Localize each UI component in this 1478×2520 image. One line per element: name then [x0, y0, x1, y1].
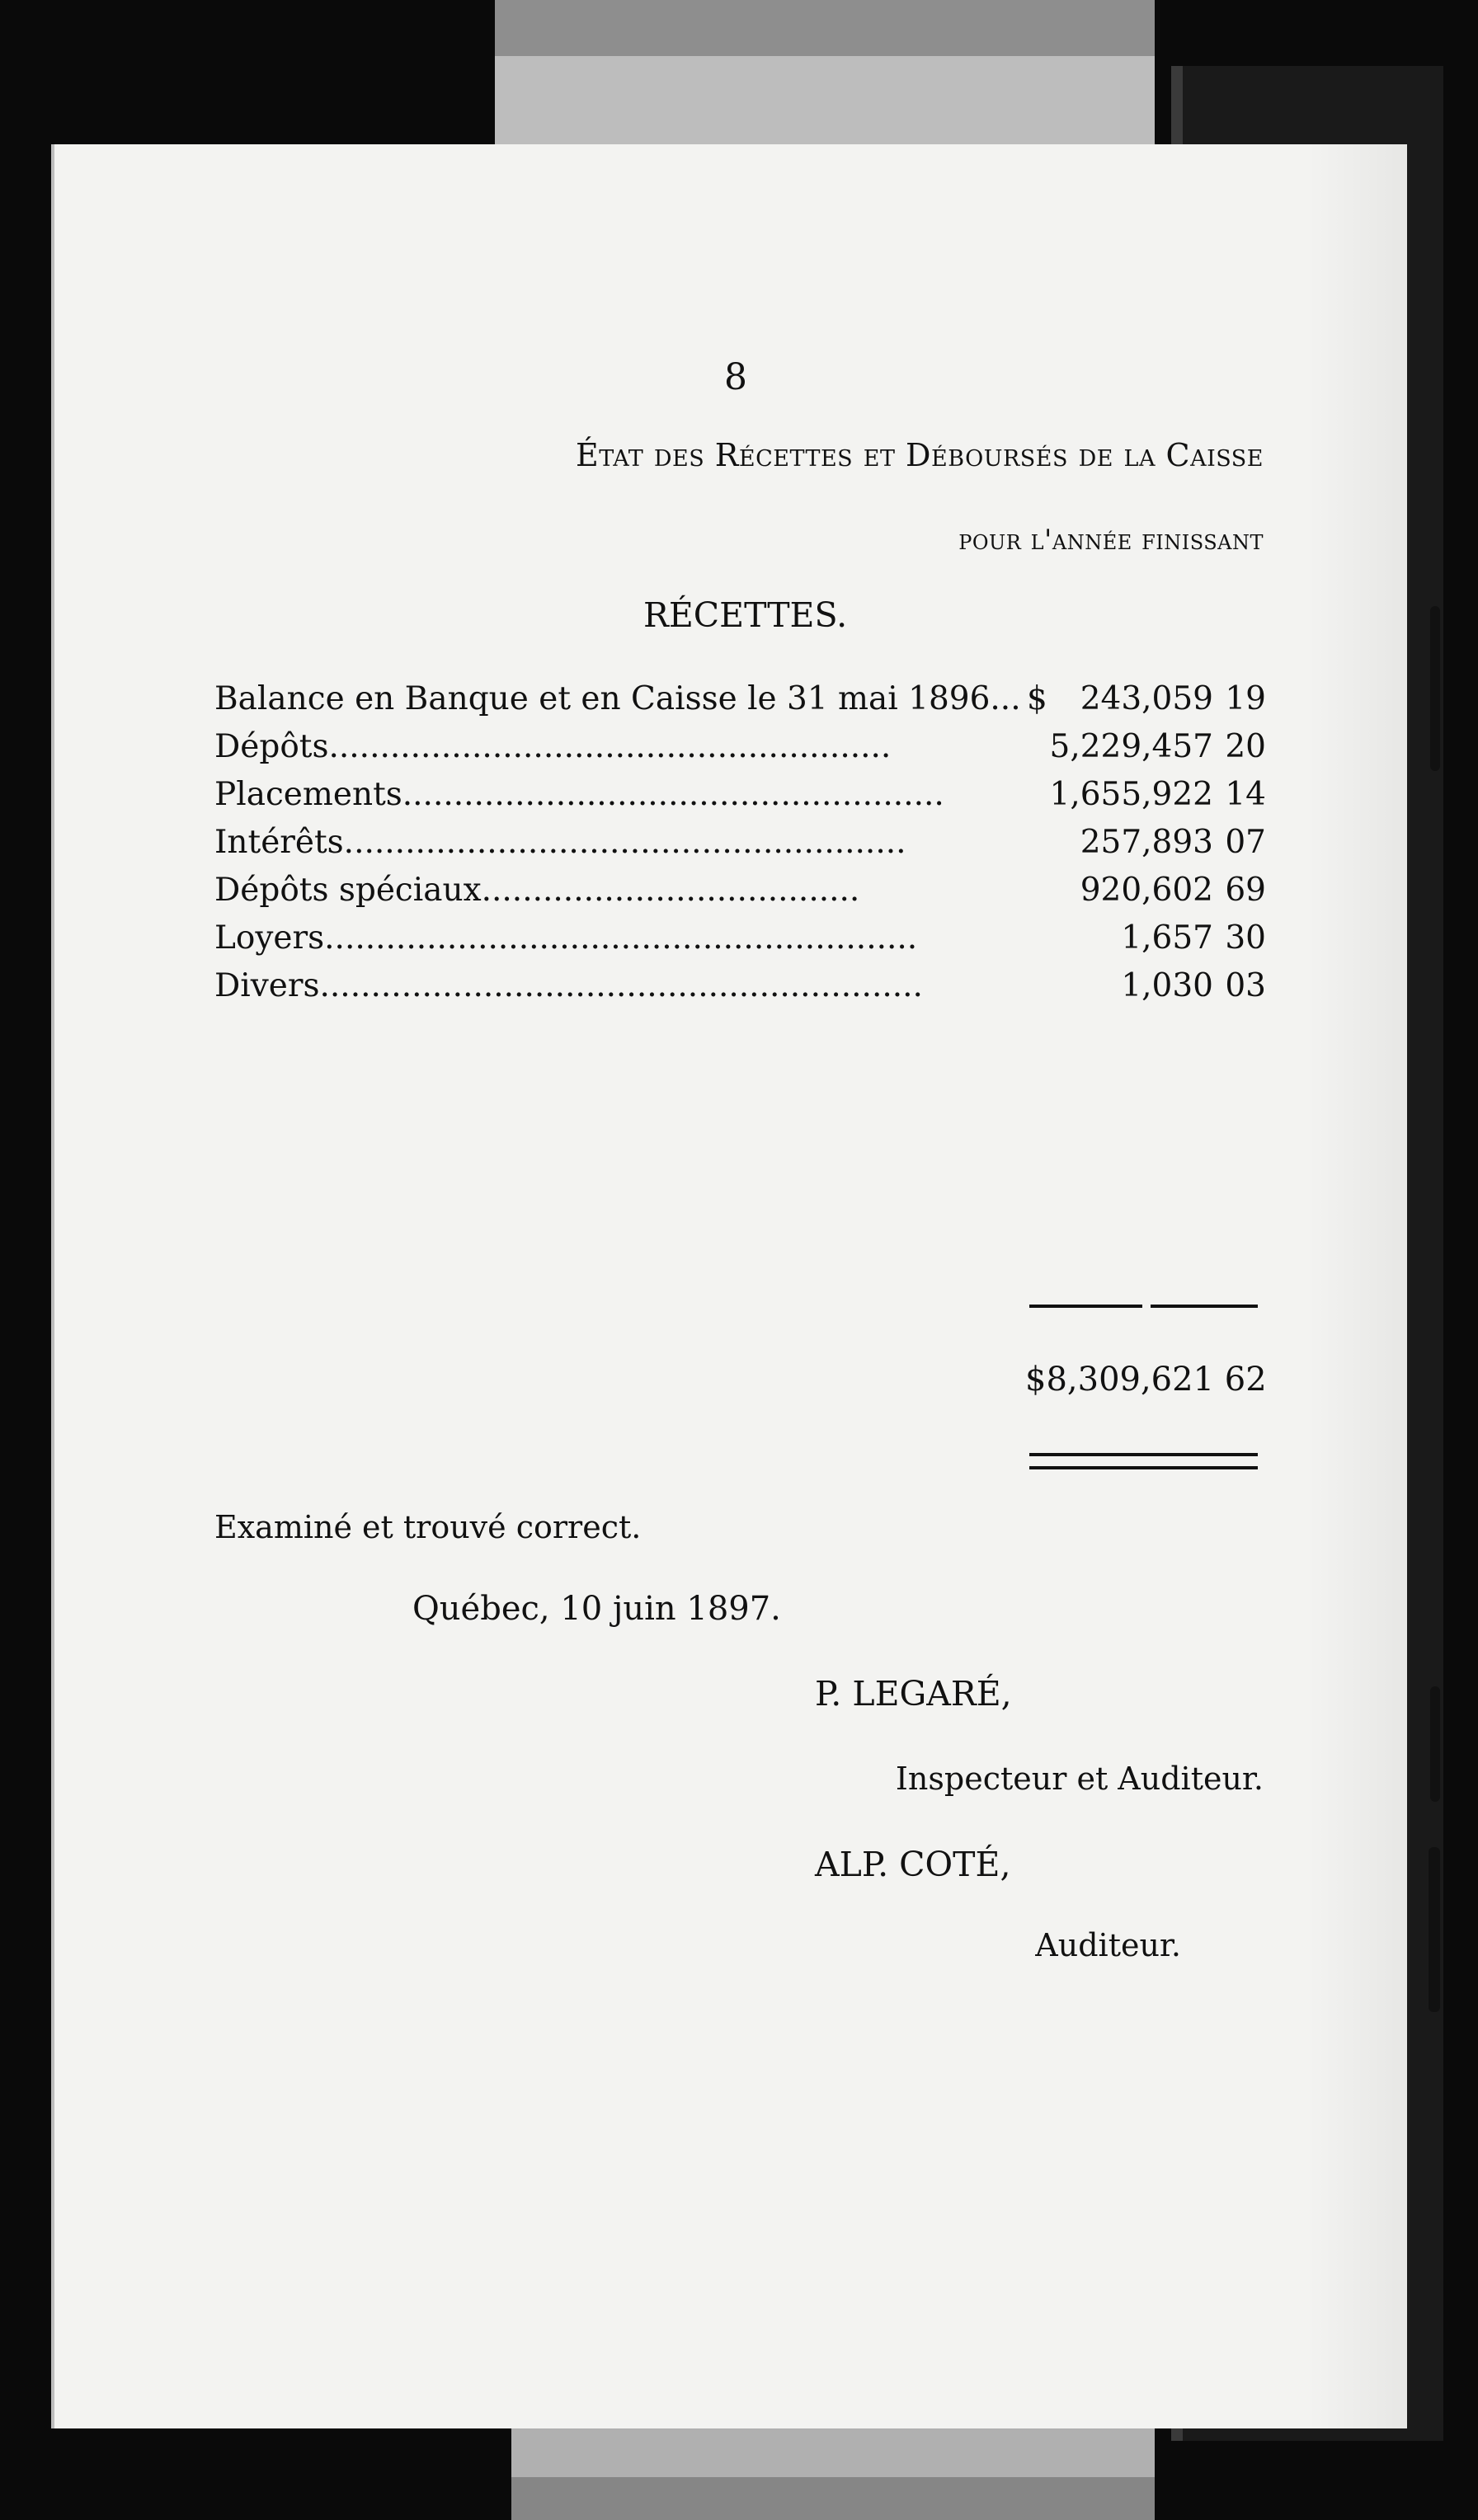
ledger-row — [214, 967, 1266, 1015]
signatory-name: ALP. COTÉ, — [815, 1845, 1011, 1884]
ledger-row — [214, 728, 1266, 776]
document-page — [51, 144, 1407, 2428]
top-paper-strip — [495, 0, 1155, 144]
ledger-label: Balance en Banque et en Caisse le 31 mai 1896... — [214, 680, 1021, 717]
ledger-label: Divers........................................................... — [214, 967, 923, 1004]
ledger-row — [214, 919, 1266, 967]
ledger-cents: 30 — [1225, 919, 1266, 957]
subtotal-rule-cents — [1151, 1305, 1258, 1308]
ledger-label: Intérêts....................................................... — [214, 824, 906, 861]
ledger-row — [214, 824, 1266, 872]
ledger-label: Dépôts spéciaux..................................... — [214, 872, 860, 909]
ledger-amount: 243,059 — [1080, 680, 1213, 717]
ledger-amount: 1,657 — [1121, 919, 1213, 957]
ledger-label: Dépôts....................................................... — [214, 728, 892, 765]
examined-statement: Examiné et trouvé correct. — [214, 1509, 642, 1545]
ledger-cents: 20 — [1225, 728, 1266, 765]
bottom-paper-strip — [511, 2420, 1155, 2520]
receipts-ledger — [214, 680, 1266, 1015]
margin-mark — [1430, 1686, 1440, 1802]
ledger-cents: 07 — [1225, 824, 1266, 861]
ledger-row — [214, 776, 1266, 824]
ledger-amount: 5,229,457 — [1049, 728, 1213, 765]
ledger-cents: 19 — [1225, 680, 1266, 717]
place-date: Québec, 10 juin 1897. — [412, 1590, 781, 1628]
grand-total: $8,309,621 62 — [1025, 1361, 1267, 1399]
margin-mark — [1430, 606, 1440, 771]
ledger-row — [214, 680, 1266, 728]
ledger-row — [214, 872, 1266, 919]
ledger-amount: 1,030 — [1121, 967, 1213, 1004]
section-title: RÉCETTES. — [643, 595, 848, 635]
ledger-amount: 920,602 — [1080, 872, 1213, 909]
double-rule-top — [1029, 1453, 1258, 1456]
signatory-title: Inspecteur et Auditeur. — [895, 1761, 1264, 1797]
signatory-name: P. LEGARÉ, — [815, 1674, 1012, 1714]
ledger-amount: 257,893 — [1080, 824, 1213, 861]
double-rule-bottom — [1029, 1466, 1258, 1469]
signatory-title: Auditeur. — [1035, 1927, 1181, 1963]
ledger-label: Placements..................................................... — [214, 776, 944, 813]
document-subheading: pour l'année finissant — [958, 524, 1264, 557]
ledger-cents: 69 — [1225, 872, 1266, 909]
margin-mark — [1429, 1847, 1440, 2012]
ledger-cents: 14 — [1225, 776, 1266, 813]
ledger-currency: $ — [1027, 680, 1047, 717]
ledger-cents: 03 — [1225, 967, 1266, 1004]
ledger-label: Loyers.......................................................... — [214, 919, 918, 957]
document-heading: État des Récettes et Déboursés de la Caisse — [575, 437, 1264, 473]
page-number: 8 — [724, 356, 747, 398]
ledger-amount: 1,655,922 — [1049, 776, 1213, 813]
subtotal-rule — [1029, 1305, 1142, 1308]
